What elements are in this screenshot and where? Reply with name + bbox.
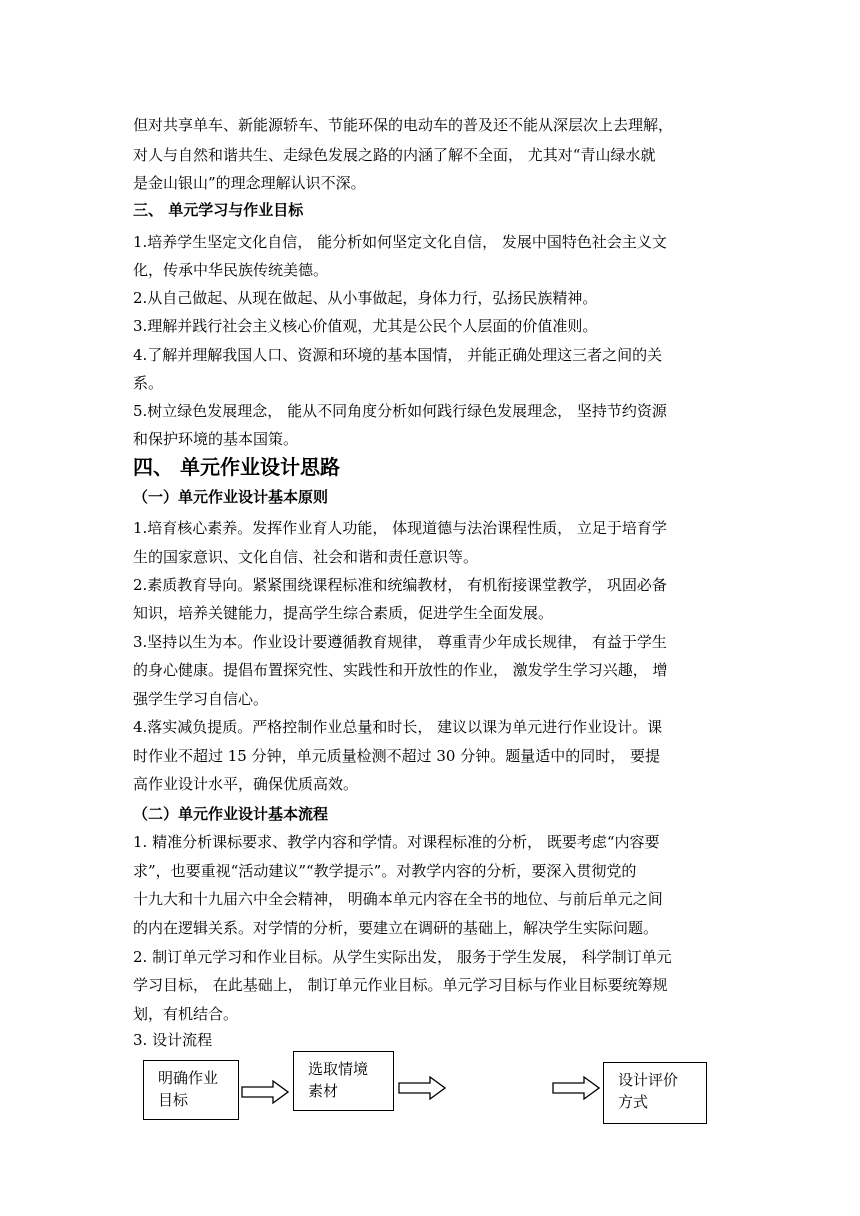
section-4-1-line-5: 3.坚持以生为本。作业设计要遵循教育规律， 尊重青少年成长规律， 有益于学生 [133,633,667,651]
flow-box-goal-line1: 明确作业 [158,1069,219,1087]
section-4-1-heading: （一）单元作业设计基本原则 [133,488,329,506]
flow-arrow-3-icon [552,1076,600,1100]
section-3-line-1: 1.培养学生坚定文化自信， 能分析如何坚定文化自信， 发展中国特色社会主义文 [133,233,667,251]
section-4-1-line-10: 高作业设计水平，确保优质高效。 [133,775,359,793]
section-4-1-line-8: 4.落实减负提质。严格控制作业总量和时长， 建议以课为单元进行作业设计。课 [133,718,663,736]
flow-box-goal-line2: 目标 [158,1091,189,1109]
section-3-line-2: 化，传承中华民族传统美德。 [133,261,329,279]
intro-line-2: 对人与自然和谐共生、走绿色发展之路的内涵了解不全面， 尤其对“青山绿水就 [133,146,656,164]
intro-line-3: 是金山银山”的理念理解认识不深。 [133,174,366,192]
section-4-2-line-2: 求”，也要重视“活动建议”“教学提示”。对教学内容的分析，要深入贯彻党的 [133,862,637,880]
flow-box-material-line2: 素材 [308,1082,339,1100]
section-4-1-line-4: 知识，培养关键能力，提高学生综合素质，促进学生全面发展。 [133,604,554,622]
flow-box-material-line1: 选取情境 [308,1060,369,1078]
section-4-1-line-9: 时作业不超过 15 分钟，单元质量检测不超过 30 分钟。题量适中的同时， 要提 [133,747,661,765]
flow-box-evaluation [603,1062,707,1124]
section-4-2-line-7: 划，有机结合。 [133,1005,239,1023]
section-4-1-line-1: 1.培育核心素养。发挥作业育人功能， 体现道德与法治课程性质， 立足于培育学 [133,519,667,537]
flow-box-goal [143,1060,239,1120]
section-4-2-line-3: 十九大和十九届六中全会精神， 明确本单元内容在全书的地位、与前后单元之间 [133,890,663,908]
flow-arrow-2-icon [398,1076,446,1100]
section-4-2-line-4: 的内在逻辑关系。对学情的分析，要建立在调研的基础上，解决学生实际问题。 [133,919,659,937]
section-4-heading: 四、 单元作业设计思路 [133,455,340,479]
flow-box-evaluation-line1: 设计评价 [618,1071,679,1089]
section-4-1-line-3: 2.素质教育导向。紧紧围绕课程标准和统编教材， 有机衔接课堂教学， 巩固必备 [133,576,667,594]
section-3-line-5: 4.了解并理解我国人口、资源和环境的基本国情， 并能正确处理这三者之间的关 [133,346,663,364]
flow-box-evaluation-line2: 方式 [618,1093,649,1111]
flow-label: 3. 设计流程 [133,1031,213,1049]
intro-line-1: 但对共享单车、新能源轿车、节能环保的电动车的普及还不能从深层次上去理解， [133,116,674,134]
section-3-line-4: 3.理解并践行社会主义核心价值观，尤其是公民个人层面的价值准则。 [133,317,598,335]
section-4-1-line-2: 生的国家意识、文化自信、社会和谐和责任意识等。 [133,548,479,566]
section-4-2-line-1: 1. 精准分析课标要求、教学内容和学情。对课程标准的分析， 既要考虑“内容要 [133,833,660,851]
section-4-2-line-5: 2. 制订单元学习和作业目标。从学生实际出发， 服务于学生发展， 科学制订单元 [133,948,672,966]
section-4-2-line-6: 学习目标， 在此基础上， 制订单元作业目标。单元学习目标与作业目标要统筹规 [133,976,668,994]
flow-arrow-1-icon [241,1080,289,1104]
section-3-line-8: 和保护环境的基本国策。 [133,430,299,448]
flow-box-material [293,1051,394,1111]
section-4-1-line-7: 强学生学习自信心。 [133,690,269,708]
section-3-line-7: 5.树立绿色发展理念， 能从不同角度分析如何践行绿色发展理念， 坚持节约资源 [133,402,667,420]
section-4-2-heading: （二）单元作业设计基本流程 [133,805,329,823]
section-3-line-6: 系。 [133,374,164,392]
section-3-heading: 三、 单元学习与作业目标 [133,201,304,219]
section-4-1-line-6: 的身心健康。提倡布置探究性、实践性和开放性的作业， 激发学生学习兴趣， 增 [133,661,668,679]
section-3-line-3: 2.从自己做起、从现在做起、从小事做起，身体力行，弘扬民族精神。 [133,289,598,307]
